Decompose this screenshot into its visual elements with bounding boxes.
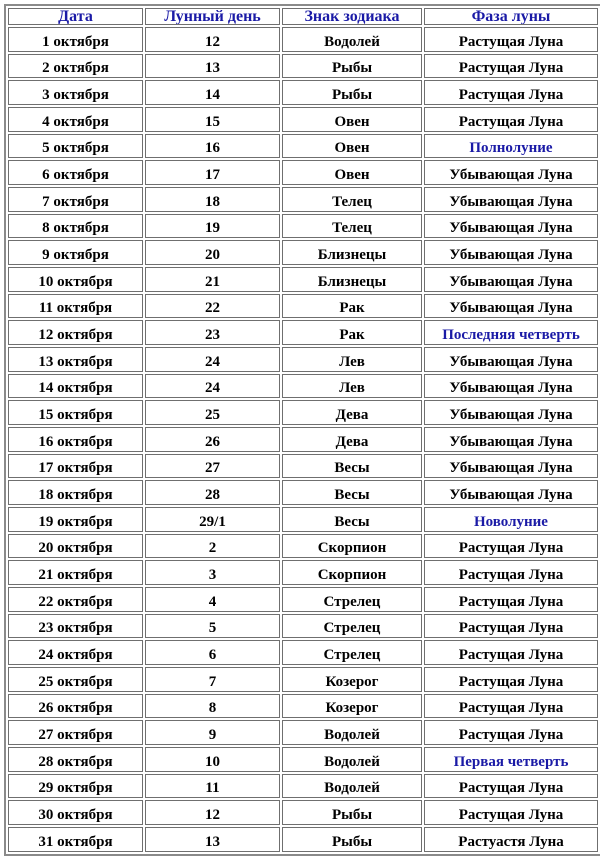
cell-moon-phase: Новолуние bbox=[424, 507, 598, 532]
cell-moon-phase: Растущая Луна bbox=[424, 720, 598, 745]
cell-lunar-day: 8 bbox=[145, 694, 280, 719]
cell-zodiac-sign: Дева bbox=[282, 400, 422, 425]
cell-date: 1 октября bbox=[8, 27, 143, 52]
cell-zodiac-sign: Скорпион bbox=[282, 534, 422, 559]
cell-zodiac-sign: Овен bbox=[282, 134, 422, 159]
cell-moon-phase: Первая четверть bbox=[424, 747, 598, 772]
cell-moon-phase: Убывающая Луна bbox=[424, 374, 598, 399]
cell-date: 17 октября bbox=[8, 454, 143, 479]
cell-lunar-day: 12 bbox=[145, 27, 280, 52]
cell-zodiac-sign: Лев bbox=[282, 374, 422, 399]
lunar-calendar-container bbox=[4, 4, 596, 856]
table-row bbox=[8, 294, 598, 319]
header-row bbox=[8, 8, 598, 25]
cell-moon-phase: Полнолуние bbox=[424, 134, 598, 159]
cell-lunar-day: 23 bbox=[145, 320, 280, 345]
cell-zodiac-sign: Рыбы bbox=[282, 80, 422, 105]
cell-moon-phase: Растущая Луна bbox=[424, 667, 598, 692]
cell-zodiac-sign: Скорпион bbox=[282, 560, 422, 585]
cell-lunar-day: 27 bbox=[145, 454, 280, 479]
cell-zodiac-sign: Водолей bbox=[282, 774, 422, 799]
cell-moon-phase: Убывающая Луна bbox=[424, 347, 598, 372]
table-row bbox=[8, 27, 598, 52]
cell-date: 22 октября bbox=[8, 587, 143, 612]
header-zodiac-sign: Знак зодиака bbox=[282, 8, 422, 25]
cell-lunar-day: 10 bbox=[145, 747, 280, 772]
cell-lunar-day: 21 bbox=[145, 267, 280, 292]
cell-date: 31 октября bbox=[8, 827, 143, 852]
cell-date: 12 октября bbox=[8, 320, 143, 345]
cell-date: 26 октября bbox=[8, 694, 143, 719]
cell-zodiac-sign: Весы bbox=[282, 480, 422, 505]
table-row bbox=[8, 187, 598, 212]
table-row bbox=[8, 240, 598, 265]
cell-date: 5 октября bbox=[8, 134, 143, 159]
cell-zodiac-sign: Рыбы bbox=[282, 54, 422, 79]
cell-moon-phase: Растущая Луна bbox=[424, 800, 598, 825]
table-body bbox=[8, 27, 598, 852]
cell-date: 25 октября bbox=[8, 667, 143, 692]
cell-zodiac-sign: Весы bbox=[282, 454, 422, 479]
cell-zodiac-sign: Овен bbox=[282, 160, 422, 185]
cell-date: 13 октября bbox=[8, 347, 143, 372]
cell-zodiac-sign: Водолей bbox=[282, 747, 422, 772]
cell-date: 15 октября bbox=[8, 400, 143, 425]
cell-lunar-day: 4 bbox=[145, 587, 280, 612]
table-row bbox=[8, 54, 598, 79]
table-row bbox=[8, 827, 598, 852]
cell-date: 30 октября bbox=[8, 800, 143, 825]
cell-lunar-day: 25 bbox=[145, 400, 280, 425]
header-lunar-day: Лунный день bbox=[145, 8, 280, 25]
cell-date: 6 октября bbox=[8, 160, 143, 185]
cell-zodiac-sign: Близнецы bbox=[282, 240, 422, 265]
cell-moon-phase: Убывающая Луна bbox=[424, 454, 598, 479]
cell-moon-phase: Убывающая Луна bbox=[424, 187, 598, 212]
cell-zodiac-sign: Телец bbox=[282, 187, 422, 212]
table-row bbox=[8, 480, 598, 505]
cell-moon-phase: Растущая Луна bbox=[424, 107, 598, 132]
cell-lunar-day: 22 bbox=[145, 294, 280, 319]
table-row bbox=[8, 134, 598, 159]
cell-moon-phase: Убывающая Луна bbox=[424, 160, 598, 185]
table-row bbox=[8, 720, 598, 745]
cell-date: 20 октября bbox=[8, 534, 143, 559]
cell-moon-phase: Убывающая Луна bbox=[424, 294, 598, 319]
cell-zodiac-sign: Дева bbox=[282, 427, 422, 452]
cell-zodiac-sign: Весы bbox=[282, 507, 422, 532]
table-row bbox=[8, 667, 598, 692]
header-moon-phase: Фаза луны bbox=[424, 8, 598, 25]
table-row bbox=[8, 774, 598, 799]
cell-zodiac-sign: Стрелец bbox=[282, 587, 422, 612]
cell-date: 14 октября bbox=[8, 374, 143, 399]
cell-lunar-day: 7 bbox=[145, 667, 280, 692]
cell-date: 21 октября bbox=[8, 560, 143, 585]
cell-zodiac-sign: Рак bbox=[282, 294, 422, 319]
table-row bbox=[8, 427, 598, 452]
table-row bbox=[8, 454, 598, 479]
cell-zodiac-sign: Рак bbox=[282, 320, 422, 345]
table-row bbox=[8, 694, 598, 719]
cell-date: 7 октября bbox=[8, 187, 143, 212]
cell-zodiac-sign: Водолей bbox=[282, 27, 422, 52]
cell-date: 9 октября bbox=[8, 240, 143, 265]
cell-lunar-day: 18 bbox=[145, 187, 280, 212]
cell-zodiac-sign: Водолей bbox=[282, 720, 422, 745]
cell-zodiac-sign: Козерог bbox=[282, 694, 422, 719]
cell-moon-phase: Растущая Луна bbox=[424, 774, 598, 799]
cell-moon-phase: Последняя четверть bbox=[424, 320, 598, 345]
cell-date: 16 октября bbox=[8, 427, 143, 452]
lunar-calendar-table bbox=[4, 4, 600, 856]
cell-lunar-day: 12 bbox=[145, 800, 280, 825]
cell-lunar-day: 29/1 bbox=[145, 507, 280, 532]
table-row bbox=[8, 320, 598, 345]
cell-moon-phase: Убывающая Луна bbox=[424, 427, 598, 452]
cell-lunar-day: 14 bbox=[145, 80, 280, 105]
cell-date: 27 октября bbox=[8, 720, 143, 745]
table-row bbox=[8, 374, 598, 399]
cell-lunar-day: 5 bbox=[145, 614, 280, 639]
header-date: Дата bbox=[8, 8, 143, 25]
cell-lunar-day: 13 bbox=[145, 54, 280, 79]
table-row bbox=[8, 80, 598, 105]
cell-moon-phase: Убывающая Луна bbox=[424, 214, 598, 239]
cell-moon-phase: Убывающая Луна bbox=[424, 400, 598, 425]
cell-zodiac-sign: Стрелец bbox=[282, 614, 422, 639]
cell-lunar-day: 28 bbox=[145, 480, 280, 505]
table-row bbox=[8, 534, 598, 559]
cell-lunar-day: 2 bbox=[145, 534, 280, 559]
cell-moon-phase: Растущая Луна bbox=[424, 27, 598, 52]
cell-date: 3 октября bbox=[8, 80, 143, 105]
cell-lunar-day: 26 bbox=[145, 427, 280, 452]
cell-zodiac-sign: Близнецы bbox=[282, 267, 422, 292]
cell-moon-phase: Растущая Луна bbox=[424, 560, 598, 585]
table-row bbox=[8, 214, 598, 239]
cell-zodiac-sign: Овен bbox=[282, 107, 422, 132]
cell-moon-phase: Убывающая Луна bbox=[424, 480, 598, 505]
cell-moon-phase: Растущая Луна bbox=[424, 694, 598, 719]
cell-moon-phase: Растущая Луна bbox=[424, 614, 598, 639]
cell-lunar-day: 16 bbox=[145, 134, 280, 159]
cell-zodiac-sign: Рыбы bbox=[282, 800, 422, 825]
cell-lunar-day: 11 bbox=[145, 774, 280, 799]
cell-zodiac-sign: Козерог bbox=[282, 667, 422, 692]
table-row bbox=[8, 560, 598, 585]
table-row bbox=[8, 640, 598, 665]
table-row bbox=[8, 747, 598, 772]
cell-date: 8 октября bbox=[8, 214, 143, 239]
cell-moon-phase: Убывающая Луна bbox=[424, 240, 598, 265]
cell-moon-phase: Растущая Луна bbox=[424, 587, 598, 612]
cell-moon-phase: Растуастя Луна bbox=[424, 827, 598, 852]
cell-lunar-day: 9 bbox=[145, 720, 280, 745]
cell-zodiac-sign: Рыбы bbox=[282, 827, 422, 852]
cell-date: 2 октября bbox=[8, 54, 143, 79]
cell-lunar-day: 13 bbox=[145, 827, 280, 852]
cell-date: 10 октября bbox=[8, 267, 143, 292]
cell-date: 23 октября bbox=[8, 614, 143, 639]
table-row bbox=[8, 587, 598, 612]
table-row bbox=[8, 400, 598, 425]
cell-lunar-day: 6 bbox=[145, 640, 280, 665]
table-row bbox=[8, 107, 598, 132]
cell-moon-phase: Убывающая Луна bbox=[424, 267, 598, 292]
cell-date: 29 октября bbox=[8, 774, 143, 799]
cell-moon-phase: Растущая Луна bbox=[424, 80, 598, 105]
cell-date: 4 октября bbox=[8, 107, 143, 132]
cell-lunar-day: 20 bbox=[145, 240, 280, 265]
table-row bbox=[8, 160, 598, 185]
table-row bbox=[8, 507, 598, 532]
cell-zodiac-sign: Стрелец bbox=[282, 640, 422, 665]
cell-date: 28 октября bbox=[8, 747, 143, 772]
cell-moon-phase: Растущая Луна bbox=[424, 54, 598, 79]
cell-lunar-day: 17 bbox=[145, 160, 280, 185]
cell-moon-phase: Растущая Луна bbox=[424, 640, 598, 665]
table-row bbox=[8, 267, 598, 292]
cell-date: 18 октября bbox=[8, 480, 143, 505]
table-row bbox=[8, 800, 598, 825]
cell-date: 24 октября bbox=[8, 640, 143, 665]
cell-zodiac-sign: Телец bbox=[282, 214, 422, 239]
cell-lunar-day: 15 bbox=[145, 107, 280, 132]
cell-lunar-day: 3 bbox=[145, 560, 280, 585]
cell-lunar-day: 24 bbox=[145, 374, 280, 399]
cell-date: 11 октября bbox=[8, 294, 143, 319]
cell-zodiac-sign: Лев bbox=[282, 347, 422, 372]
cell-lunar-day: 19 bbox=[145, 214, 280, 239]
cell-moon-phase: Растущая Луна bbox=[424, 534, 598, 559]
table-row bbox=[8, 614, 598, 639]
cell-date: 19 октября bbox=[8, 507, 143, 532]
cell-lunar-day: 24 bbox=[145, 347, 280, 372]
table-row bbox=[8, 347, 598, 372]
